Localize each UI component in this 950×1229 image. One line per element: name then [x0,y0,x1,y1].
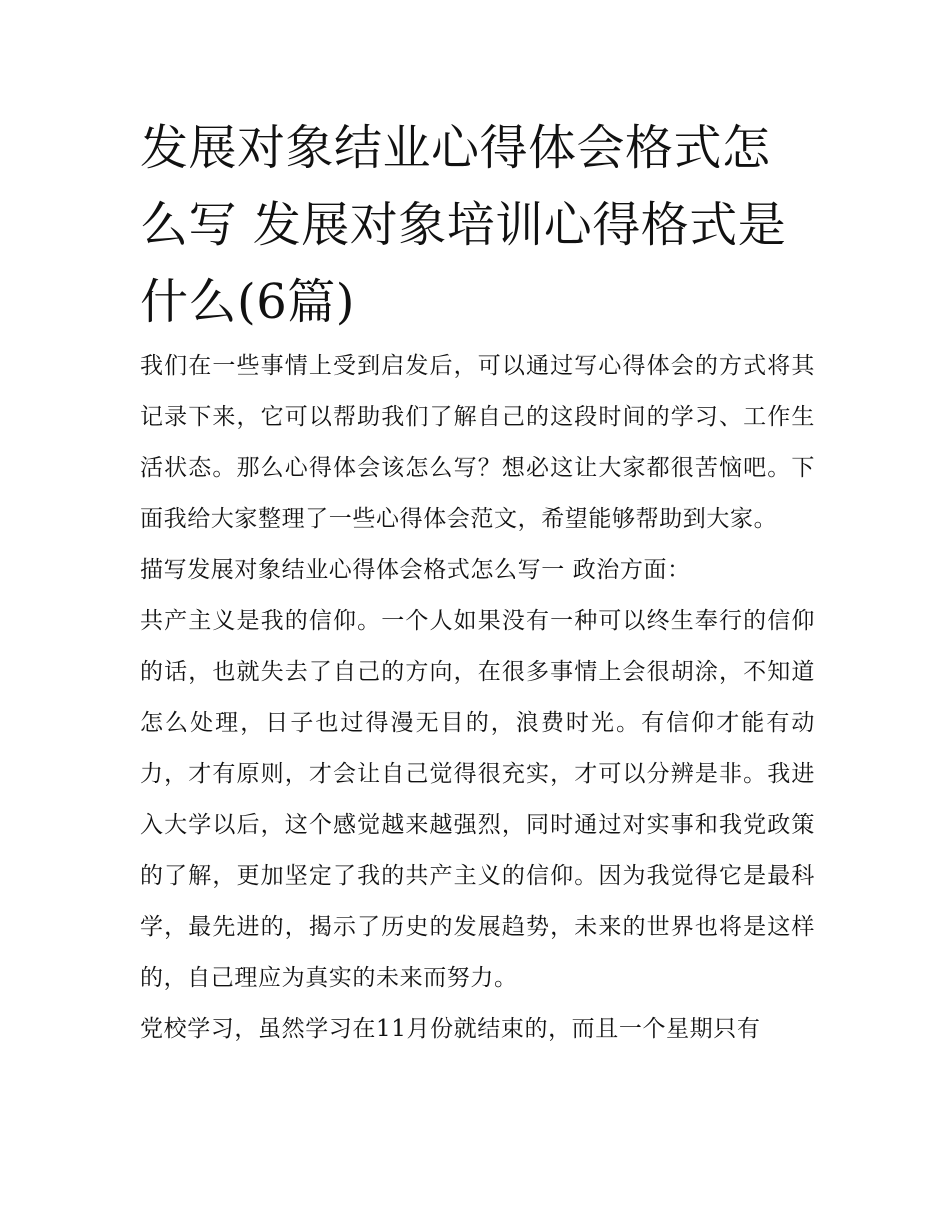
body-paragraph: 党校学习，虽然学习在11月份就结束的，而且一个星期只有 [140,1016,761,1042]
intro-paragraph: 我们在一些事情上受到启发后，可以通过写心得体会的方式将其记录下来，它可以帮助我们了解自己的这段时间的学习、工作生活状态。那么心得体会该怎么写？想必这让大家都很苦恼吧。下面我给大家整理了一些心得体会范文，希望能够帮助到大家。 [140,353,815,532]
document-title: 发展对象结业心得体会格式怎么写 发展对象培训心得格式是什么(6篇) [140,120,787,330]
section-heading: 描写发展对象结业心得体会格式怎么写一 政治方面： [140,557,691,583]
body-paragraph: 共产主义是我的信仰。一个人如果没有一种可以终生奉行的信仰的话，也就失去了自己的方向，在很多事情上会很胡涂，不知道怎么处理，日子也过得漫无目的，浪费时光。有信仰才能有动力，才有原则，才会让自己觉得很充实，才可以分辨是非。我进入大学以后，这个感觉越来越强烈，同时通过对实事和我党政策的了解，更加坚定了我的共产主义的信仰。因为我觉得它是最科学，最先进的，揭示了历史的发展趋势，未来的世界也将是这样的，自己理应为真实的未来而努力。 [140,608,815,991]
document-body [140,110,815,1055]
